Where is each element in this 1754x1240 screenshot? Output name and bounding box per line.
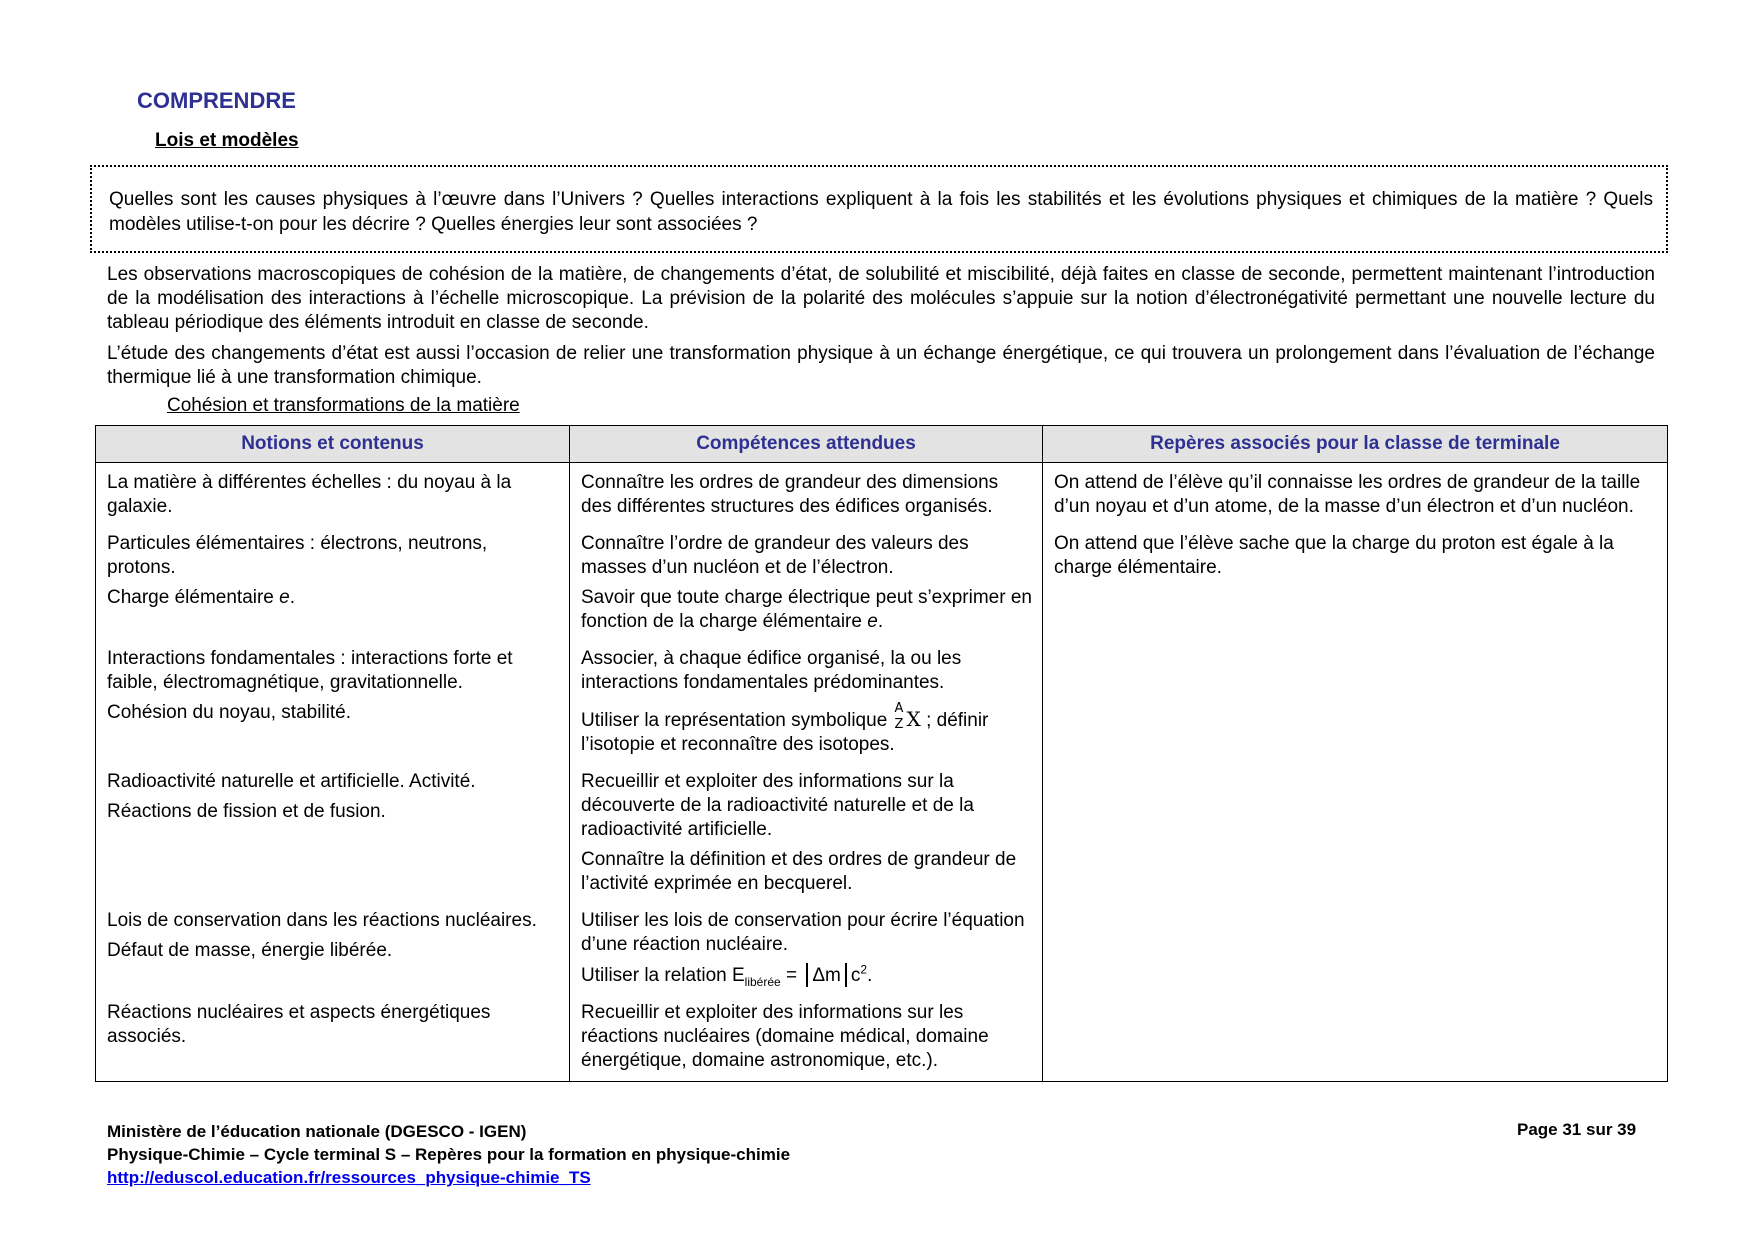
competences-cell (570, 757, 1043, 896)
cell-text (581, 963, 1034, 988)
cell-text: On attend de l’élève qu’il connaisse les ordres de grandeur de la taille d’un noyau et d’un atome, de la masse d’un électron et d’un nucléon. (1054, 472, 1641, 517)
reperes-cell (1043, 634, 1668, 757)
competences-cell (570, 896, 1043, 988)
cell-text: Connaître la définition et des ordres de grandeur de l’activité exprimée en becquerel. (581, 849, 1017, 894)
table-row (96, 757, 1668, 896)
text-run: ; définir l’isotopie et reconnaître des isotopes. (581, 710, 989, 755)
footer-link[interactable]: http://eduscol.education.fr/ressources_physique-chimie_TS (107, 1168, 591, 1187)
competences-cell (570, 519, 1043, 634)
cell-text: Connaître l’ordre de grandeur des valeurs des masses d’un nucléon et de l’électron. (581, 533, 969, 578)
cell-text: Réactions nucléaires et aspects énergétiques associés. (107, 1002, 491, 1047)
notions-cell (96, 519, 570, 634)
subsection-title: Lois et modèles (155, 130, 299, 151)
reperes-cell (1043, 463, 1668, 520)
cell-text: Particules élémentaires : électrons, neutrons, protons. (107, 533, 488, 578)
header-notions: Notions et contenus (96, 426, 570, 463)
reperes-cell (1043, 988, 1668, 1082)
page-number: Page 31 sur 39 (1517, 1120, 1637, 1139)
abs-bar-left (806, 963, 808, 987)
competences-cell (570, 634, 1043, 757)
charge-symbol: e (867, 611, 878, 632)
cell-text: Associer, à chaque édifice organisé, la ou les interactions fondamentales prédominantes. (581, 648, 962, 693)
text-run: . (867, 965, 873, 986)
cell-text: Réactions de fission et de fusion. (107, 801, 386, 822)
question-box: Quelles sont les causes physiques à l’œuvre dans l’Univers ? Quelles interactions expliquent à la fois les stabilités et les évolutions physiques et chimiques de la matière ? Quels modèles utilise-t-on pour les décrire ? Quelles énergies leur sont associées ? (90, 165, 1668, 253)
cell-text: Recueillir et exploiter des informations sur la découverte de la radioactivité naturelle et de la radioactivité artificielle. (581, 771, 974, 840)
competences-cell (570, 988, 1043, 1082)
cell-text (581, 586, 1034, 634)
competences-cell (570, 463, 1043, 520)
text-run: . (877, 611, 884, 632)
footer-document-title: Physique-Chimie – Cycle terminal S – Repères pour la formation en physique-chimie (107, 1145, 791, 1164)
nuclide-notation (893, 701, 907, 732)
abs-bar-right (845, 963, 847, 987)
cell-text: Interactions fondamentales : interactions forte et faible, électromagnétique, gravitationnelle. (107, 648, 513, 693)
footer-ministry: Ministère de l’éducation nationale (DGESCO - IGEN) (107, 1122, 527, 1141)
intro-paragraph-2: L’étude des changements d’état est aussi l’occasion de relier une transformation physique à un échange énergétique, ce qui trouvera un prolongement dans l’évaluation de l’échange thermique lié à une transformation chimique. (107, 343, 1655, 388)
text-run: . (289, 587, 296, 608)
table-row (96, 463, 1668, 520)
header-reperes: Repères associés pour la classe de terminale (1043, 426, 1668, 463)
cell-text (581, 701, 1034, 757)
subscript: libérée (744, 974, 781, 989)
cell-text: Défaut de masse, énergie libérée. (107, 940, 393, 961)
reperes-cell (1043, 757, 1668, 896)
text-run: Δm (812, 965, 841, 986)
competences-table (95, 425, 1668, 1082)
cell-text: Cohésion du noyau, stabilité. (107, 702, 351, 723)
element-symbol: X (906, 707, 921, 731)
text-run: Utiliser la relation E (581, 965, 745, 986)
mass-number: A (894, 701, 904, 716)
notions-cell (96, 757, 570, 896)
text-run: Charge élémentaire (107, 587, 280, 608)
table-caption: Cohésion et transformations de la matière (167, 395, 520, 416)
text-run: Utiliser la représentation symbolique (581, 710, 893, 731)
cell-text: Connaître les ordres de grandeur des dimensions des différentes structures des édifices organisés. (581, 472, 999, 517)
atomic-number: Z (894, 717, 904, 732)
footer (107, 1120, 790, 1189)
notions-cell (96, 634, 570, 757)
table-header-row (96, 426, 1668, 463)
table-row (96, 896, 1668, 988)
header-competences: Compétences attendues (570, 426, 1043, 463)
cell-text (107, 586, 561, 610)
cell-text: On attend que l’élève sache que la charge du proton est égale à la charge élémentaire. (1054, 533, 1614, 578)
reperes-cell (1043, 896, 1668, 988)
section-title: COMPRENDRE (137, 88, 296, 113)
notions-cell (96, 896, 570, 988)
table-row (96, 519, 1668, 634)
table-row (96, 988, 1668, 1082)
text-run: = (780, 965, 803, 986)
text-run: c (850, 965, 861, 986)
table-row (96, 634, 1668, 757)
cell-text: Utiliser les lois de conservation pour écrire l’équation d’une réaction nucléaire. (581, 910, 1025, 955)
notions-cell (96, 463, 570, 520)
reperes-cell (1043, 519, 1668, 634)
cell-text: Recueillir et exploiter des informations sur les réactions nucléaires (domaine médical, domaine énergétique, domaine astronomique, etc.). (581, 1002, 989, 1071)
intro-paragraph-1: Les observations macroscopiques de cohésion de la matière, de changements d’état, de solubilité et miscibilité, déjà faites en classe de seconde, permettent maintenant l’introduction de la modélisation des interactions à l’échelle microscopique. La prévision de la polarité des molécules s’appuie sur la notion d’électronégativité permettant une nouvelle lecture du tableau périodique des éléments introduit en classe de seconde. (107, 264, 1655, 333)
charge-symbol: e (279, 587, 290, 608)
text-run: Savoir que toute charge électrique peut s’exprimer en fonction de la charge élémentaire (581, 587, 1032, 632)
notions-cell (96, 988, 570, 1082)
cell-text: Lois de conservation dans les réactions nucléaires. (107, 910, 537, 931)
cell-text: La matière à différentes échelles : du noyau à la galaxie. (107, 472, 512, 517)
superscript: 2 (860, 962, 868, 977)
cell-text: Radioactivité naturelle et artificielle. Activité. (107, 771, 476, 792)
